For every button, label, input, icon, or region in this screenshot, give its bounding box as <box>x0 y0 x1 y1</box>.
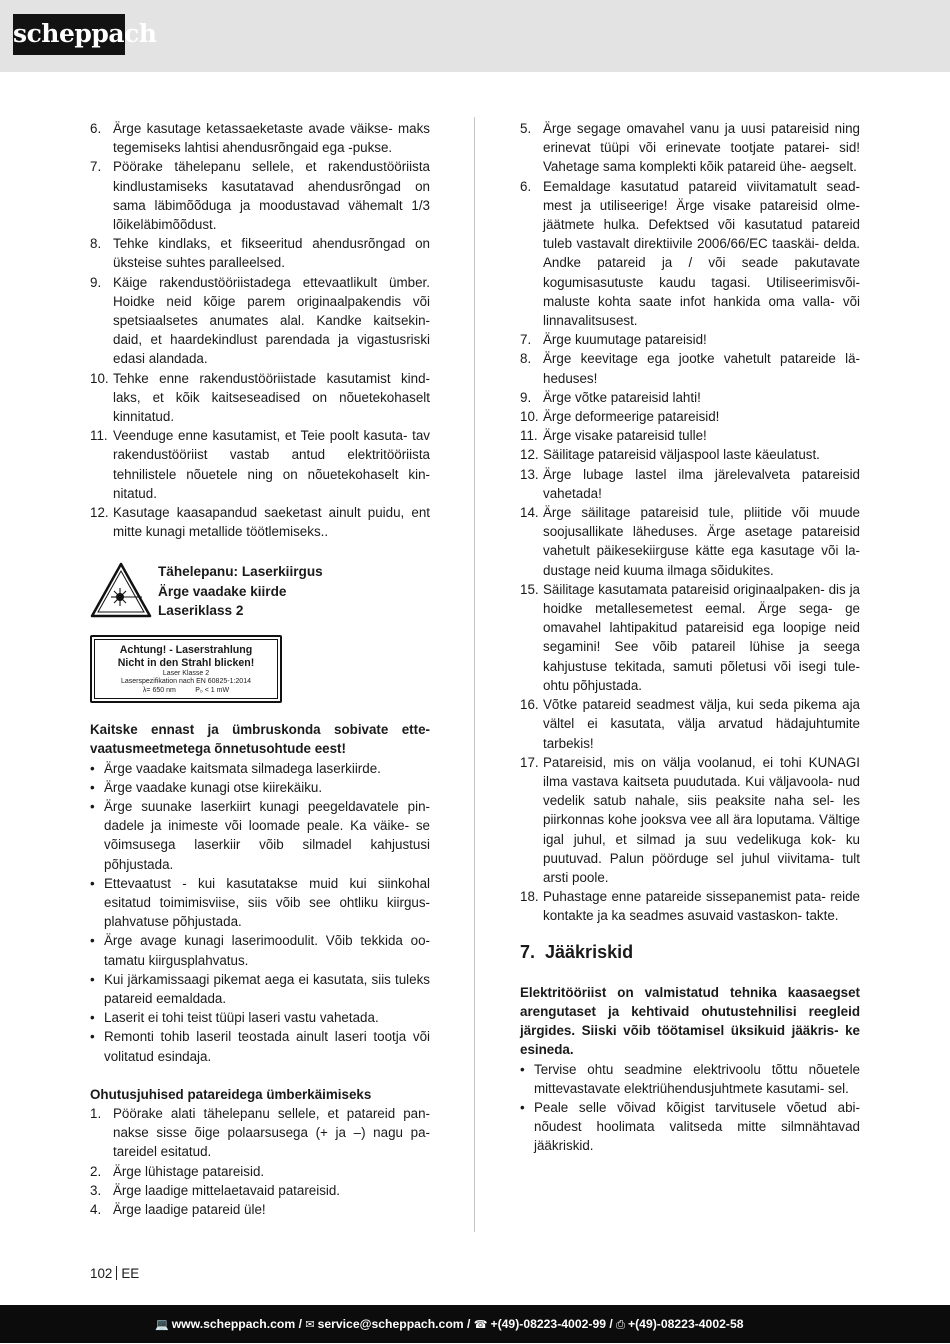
list-item <box>520 426 860 445</box>
list-number: 15. <box>520 581 539 597</box>
list-item <box>520 119 860 177</box>
bullet-item <box>520 1098 860 1156</box>
list-number: 4. <box>90 1202 102 1218</box>
list-number: 8. <box>520 351 532 367</box>
list-number: 13. <box>520 466 539 482</box>
section-title: Jääkriskid <box>545 941 634 962</box>
list-text: Tehke kindlaks, et fikseeritud ahendusrõngad on üksteise suhtes paralleelsed. <box>113 236 430 271</box>
bullet-dot: • <box>90 971 95 987</box>
list-number: 7. <box>520 332 532 348</box>
label-line: λ= 650 nm P₀ < 1 mW <box>142 686 230 694</box>
bullet-dot: • <box>90 760 95 776</box>
column-divider <box>474 117 475 1232</box>
list-text: Pöörake alati tähelepanu sellele, et patareid pan- nakse sisse õige polaarsusega (+ ja –) nagu pa- tareidel esitatud. <box>113 1106 430 1160</box>
phone-icon: ☎ <box>473 1319 488 1331</box>
bullet-dot: • <box>90 1010 95 1026</box>
list-item <box>90 1104 430 1162</box>
bullet-text: Ärge vaadake kaitsmata silmadega laserkiirde. <box>104 760 381 776</box>
list-item <box>90 503 430 541</box>
list-text: Patareisid, mis on välja voolanud, ei tohi KUNAGI ilma vastava kaitseta puudutada. Kui väljavoola- nud vedelik satub nahale, siis peaksite naha sel- les piirkonnas kohe jooksva vee all ära loputama. Vältige igal juhul, et silmad ja suu vedelikuga kok- ku puutuvad. Palun pöörduge sel juhul viivitama- tult arsti poole. <box>543 754 860 885</box>
list-item <box>520 695 860 753</box>
list-number: 14. <box>520 505 539 521</box>
bullet-text: Ärge vaadake kunagi otse kiirekäiku. <box>104 779 323 795</box>
label-line: Laserspezifikation nach EN 60825-1:2014 <box>121 678 251 686</box>
bullet-item <box>90 1027 430 1065</box>
section-number: 7. <box>520 941 536 962</box>
footer-website[interactable]: www.scheppach.com / <box>171 1317 302 1331</box>
list-text: Ärge lubage lastel ilma järelevalveta patareisid vahetada! <box>543 466 860 501</box>
list-number: 1. <box>90 1106 102 1122</box>
list-item <box>520 388 860 407</box>
list-number: 7. <box>90 159 102 175</box>
page-language: EE <box>121 1266 140 1281</box>
bullet-dot: • <box>90 1029 95 1045</box>
footer-fax[interactable]: +(49)-08223-4002-58 <box>627 1317 744 1331</box>
footer-email[interactable]: service@scheppach.com / <box>317 1317 471 1331</box>
list-item <box>90 1162 430 1181</box>
tool-safety-list <box>90 119 430 541</box>
battery-safety-heading: Ohutusjuhised patareidega ümberkäimiseks <box>90 1086 372 1102</box>
bullet-item <box>90 778 430 797</box>
list-text: Ärge säilitage patareisid tule, pliitide või muude soojusallikate läheduses. Ärge asetage patareisid vahetult päikesekiirguse kätte ega kasutage või la- dustage neid kuuma ilmaga sõidukites. <box>543 505 860 578</box>
list-number: 8. <box>90 236 102 252</box>
list-item <box>520 887 860 925</box>
list-number: 17. <box>520 754 539 770</box>
bullet-item <box>90 797 430 874</box>
bullet-text: Ärge avage kunagi laserimoodulit. Võib tekkida oo- tamatu kiirgusplahvatus. <box>104 933 430 968</box>
list-item <box>520 177 860 331</box>
bullet-item <box>90 759 430 778</box>
bullet-item <box>90 874 430 932</box>
warning-line: Laseriklass 2 <box>158 603 244 619</box>
list-text: Ärge segage omavahel vanu ja uusi patareisid ning erinevat tüüpi või erinevate tootjate patarei- sid! Vahetage sama komplekti kõik patareid ühe- aegselt. <box>543 121 860 175</box>
list-text: Säilitage patareisid väljaspool laste käeulatust. <box>543 447 820 463</box>
list-text: Puhastage enne patareide sissepanemist pata- reide kontakte ja ka seadmes asuvaid vastaskon- takte. <box>543 889 860 924</box>
fax-icon: ⎙ <box>616 1319 625 1331</box>
list-number: 3. <box>90 1182 102 1198</box>
battery-safety-list <box>90 1104 430 1219</box>
list-item <box>90 369 430 427</box>
list-text: Tehke enne rakendustööriistade kasutamist kind- laks, et kõik kaitseseadised on nõuetekohaselt kinnitatud. <box>113 370 430 425</box>
laser-safety-heading: Kaitske ennast ja ümbruskonda sobivate ette- vaatusmeetmetega õnnetusohtude eest! <box>90 722 430 757</box>
bullet-text: Tervise ohtu seadmine elektrivoolu tõttu nõuetele mittevastavate elektriühendusjuhtmete kasutami- sel. <box>534 1061 860 1096</box>
footer-phone[interactable]: +(49)-08223-4002-99 / <box>490 1317 613 1331</box>
list-item <box>520 753 860 887</box>
label-line: Nicht in den Strahl blicken! <box>117 656 255 669</box>
list-text: Ärge deformeerige patareisid! <box>543 409 720 425</box>
list-item <box>90 426 430 503</box>
list-number: 9. <box>90 274 102 290</box>
list-number: 6. <box>90 121 102 136</box>
warning-line: Tähelepanu: Laserkiirgus <box>158 564 323 580</box>
list-text: Kasutage kaasapandud saeketast ainult puidu, ent mitte kunagi metallide töötlemiseks.. <box>113 505 430 540</box>
bullet-text: Kui järkamissaagi pikemat aega ei kasutata, siis tuleks patareid eemaldada. <box>104 971 430 1007</box>
list-item <box>520 580 860 695</box>
list-item <box>520 349 860 387</box>
header-bar <box>0 0 950 72</box>
label-line: Achtung! - Laserstrahlung <box>119 643 253 656</box>
list-text: Ärge visake patareisid tulle! <box>543 428 707 444</box>
left-column <box>90 119 430 1219</box>
bullet-text: Laserit ei tohi teist tüüpi laseri vastu vahetada. <box>104 1010 379 1026</box>
list-number: 10. <box>520 409 539 425</box>
page-number-separator <box>116 1266 117 1280</box>
bullet-dot: • <box>90 799 95 814</box>
list-text: Ärge kasutage ketassaeketaste avade väikse- maks tegemiseks lahtisi ahendusrõngaid ega -pukse. <box>113 121 430 156</box>
bullet-dot: • <box>90 875 95 891</box>
bullet-item <box>520 1060 860 1098</box>
list-item <box>520 445 860 464</box>
list-text: Ärge laadige mittelaetavaid patareisid. <box>113 1182 341 1198</box>
list-number: 12. <box>520 447 539 463</box>
list-number: 11. <box>520 428 538 444</box>
list-text: Käige rakendustööriistadega ettevaatlikult ümber. Hoidke neid kõige parem originaalpakendis või spetsiaalsetes anumates alal. Kandke kaitsekin- daid, et haardekindlust parendada ja vigastusriski edasi alandada. <box>113 274 430 367</box>
page-number <box>90 1266 139 1281</box>
warning-line: Ärge vaadake kiirde <box>158 583 287 599</box>
list-text: Ärge lühistage patareisid. <box>113 1163 265 1179</box>
bullet-item <box>90 931 430 969</box>
footer-bar <box>0 1305 950 1343</box>
list-text: Ärge kuumutage patareisid! <box>543 332 707 348</box>
list-text: Veenduge enne kasutamist, et Teie poolt kasuta- tav rakendustööriist vastab antud elektritööriista tehnilistele nõuetele ning on nõuetekohaselt kin- nitatud. <box>113 428 430 501</box>
residual-risk-list <box>520 1060 860 1156</box>
bullet-item <box>90 1008 430 1027</box>
label-line: Laser Klasse 2 <box>162 669 210 677</box>
list-text: Pöörake tähelepanu sellele, et rakendustööriista kindlustamiseks kasutatavad ahendusrõngad on sama läbimõõduga ja moodustavad vähemalt 1/3 lõikeläbimõõdust. <box>113 159 430 233</box>
bullet-text: Ettevaatust - kui kasutatakse muid kui siinkohal esitatud toimimisviise, siis võib see ohtliku kiirgus- plahvatuse põhjustada. <box>104 875 430 930</box>
list-text: Võtke patareid seadmest välja, kui seda pikema aja vältel ei kasutata, välja arvatud hädajuhtumite tarbekis! <box>543 697 860 751</box>
laser-safety-list <box>90 759 430 1066</box>
mail-icon: ✉ <box>305 1319 315 1331</box>
list-item <box>90 119 430 157</box>
list-text: Ärge laadige patareid üle! <box>113 1202 266 1218</box>
bullet-text: Remonti tohib laseril teostada ainult laseri tootja või volitatud esindaja. <box>104 1029 430 1064</box>
laser-class-label <box>90 635 282 704</box>
list-number: 2. <box>90 1163 102 1179</box>
bullet-dot: • <box>520 1099 525 1115</box>
list-number: 18. <box>520 889 539 905</box>
page-number-value: 102 <box>90 1266 113 1281</box>
bullet-dot: • <box>90 933 95 949</box>
laser-warning-block <box>90 562 430 620</box>
list-item <box>520 330 860 349</box>
list-text: Eemaldage kasutatud patareid viivitamatult sead- mest ja utiliseerige! Ärge visake patareisid olme- jäätmete hulka. Defektsed või kasutatud patareid tuleb vastavalt direktiivile 2006/66/EC taaskäi- delda. Andke patareid ja / või seade pakutavate kogumisasutuste kaudu tagasi. Utiliseerimisvõi- maluste kohta saate infot hankida oma valla- või linnavalitsusest. <box>543 178 860 329</box>
right-column <box>520 119 860 1156</box>
bullet-text: Peale selle võivad kõigist tarvitusele võetud abi- nõudest hoolimata valitseda mitte silmnähtavad jääkriskid. <box>534 1099 860 1154</box>
bullet-dot: • <box>90 779 95 795</box>
list-item <box>90 273 430 369</box>
list-number: 12. <box>90 505 109 521</box>
list-text: Ärge keevitage ega jootke vahetult patareide lä- heduses! <box>543 351 860 386</box>
list-item <box>90 234 430 272</box>
list-item <box>520 503 860 580</box>
scheppach-logo[interactable]: scheppach <box>13 14 125 55</box>
bullet-item <box>90 970 430 1008</box>
bullet-dot: • <box>520 1061 525 1077</box>
bullet-text: Ärge suunake laserkiirt kunagi peegeldavatele pin- dadele ja inimeste või loomade peale. Ka väike- se võimsusega laserkiir võib silmadel kahjustusi põhjustada. <box>104 799 430 872</box>
list-number: 5. <box>520 121 532 136</box>
list-item <box>520 407 860 426</box>
list-text: Ärge võtke patareisid lahti! <box>543 389 701 405</box>
list-item <box>90 1200 430 1219</box>
list-item <box>520 465 860 503</box>
laser-warning-icon <box>90 562 152 618</box>
list-item <box>90 157 430 234</box>
list-text: Säilitage kasutamata patareisid originaalpaken- dis ja hoidke metallesemetest eemal. Ärge sega- ge omavahel lahtipakitud patareisid ega loopige neid segamini! See võib patareil lühise ja seega kahjustuse tekitada, samuti põletusi või isegi tule- ohtu põhjustada. <box>543 581 860 693</box>
list-number: 6. <box>520 178 532 194</box>
laser-warning-text <box>158 562 323 620</box>
list-number: 11. <box>90 428 108 444</box>
list-number: 9. <box>520 389 532 405</box>
list-item <box>90 1181 430 1200</box>
battery-safety-list-continued <box>520 119 860 926</box>
list-number: 10. <box>90 370 109 386</box>
list-number: 16. <box>520 697 539 713</box>
section-heading <box>520 943 860 962</box>
computer-icon: 💻 <box>155 1319 169 1331</box>
residual-risk-intro: Elektritööriist on valmistatud tehnika kaasaegset arengutaset ja kehtivaid ohutustehnilisi reegleid järgides. Siiski võib töötamisel üksikuid jääkris- ke esineda. <box>520 984 860 1058</box>
